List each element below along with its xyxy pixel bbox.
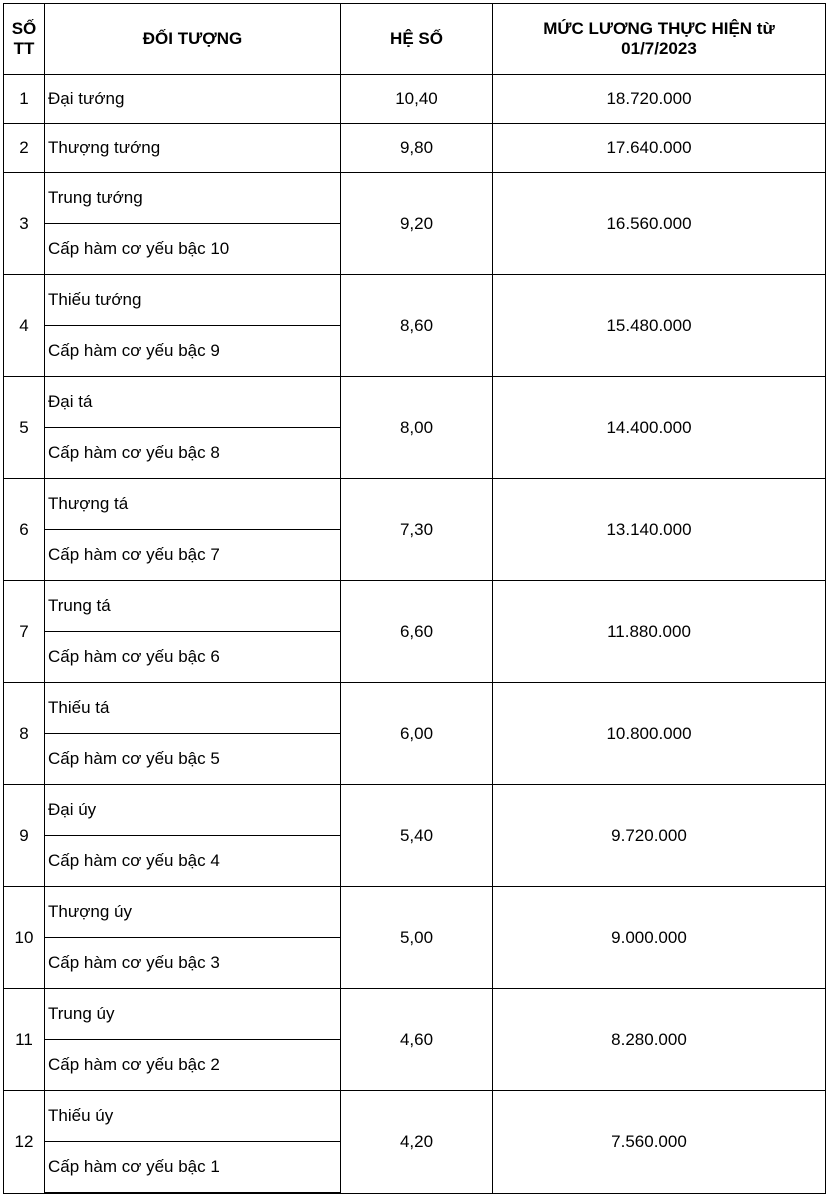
object-cell: Cấp hàm cơ yếu bậc 7 xyxy=(45,530,341,581)
object-cell: Thiếu úy xyxy=(45,1091,341,1142)
salary-cell: 11.880.000 xyxy=(493,581,826,683)
row-number: 9 xyxy=(4,785,45,887)
table-row xyxy=(4,581,826,632)
coefficient-cell: 8,60 xyxy=(341,275,493,377)
row-number: 2 xyxy=(4,124,45,173)
row-number: 3 xyxy=(4,173,45,275)
coefficient-cell: 4,60 xyxy=(341,989,493,1091)
header-salary-line1: MỨC LƯƠNG THỰC HIỆN từ xyxy=(543,19,775,38)
table-body xyxy=(4,75,826,1194)
row-number: 12 xyxy=(4,1091,45,1194)
coefficient-cell: 10,40 xyxy=(341,75,493,124)
header-stt xyxy=(4,4,45,75)
row-number: 5 xyxy=(4,377,45,479)
header-salary-line2: 01/7/2023 xyxy=(621,39,697,58)
object-cell: Trung tá xyxy=(45,581,341,632)
header-coefficient: HỆ SỐ xyxy=(341,4,493,75)
object-cell: Cấp hàm cơ yếu bậc 2 xyxy=(45,1040,341,1091)
object-cell: Đại tá xyxy=(45,377,341,428)
header-stt-line2: TT xyxy=(13,39,35,58)
row-number: 1 xyxy=(4,75,45,124)
coefficient-cell: 9,20 xyxy=(341,173,493,275)
salary-cell: 8.280.000 xyxy=(493,989,826,1091)
object-cell: Cấp hàm cơ yếu bậc 10 xyxy=(45,224,341,275)
row-number: 11 xyxy=(4,989,45,1091)
table-row xyxy=(4,683,826,734)
object-cell: Cấp hàm cơ yếu bậc 4 xyxy=(45,836,341,887)
header-object: ĐỐI TƯỢNG xyxy=(45,4,341,75)
header-stt-line1: SỐ xyxy=(11,19,37,38)
object-cell: Đại úy xyxy=(45,785,341,836)
salary-cell: 14.400.000 xyxy=(493,377,826,479)
table-row xyxy=(4,275,826,326)
salary-cell: 13.140.000 xyxy=(493,479,826,581)
salary-cell: 16.560.000 xyxy=(493,173,826,275)
coefficient-cell: 5,00 xyxy=(341,887,493,989)
row-number: 6 xyxy=(4,479,45,581)
salary-cell: 7.560.000 xyxy=(493,1091,826,1194)
table-row xyxy=(4,887,826,938)
header-row xyxy=(4,4,826,75)
object-cell: Thượng úy xyxy=(45,887,341,938)
coefficient-cell: 7,30 xyxy=(341,479,493,581)
salary-table xyxy=(3,3,826,1194)
row-number: 7 xyxy=(4,581,45,683)
salary-cell: 15.480.000 xyxy=(493,275,826,377)
salary-cell: 9.720.000 xyxy=(493,785,826,887)
coefficient-cell: 5,40 xyxy=(341,785,493,887)
salary-cell: 10.800.000 xyxy=(493,683,826,785)
coefficient-cell: 4,20 xyxy=(341,1091,493,1194)
table-row xyxy=(4,479,826,530)
coefficient-cell: 8,00 xyxy=(341,377,493,479)
object-cell: Cấp hàm cơ yếu bậc 3 xyxy=(45,938,341,989)
table-row xyxy=(4,173,826,224)
object-cell: Thiếu tướng xyxy=(45,275,341,326)
table-row xyxy=(4,989,826,1040)
object-cell: Thượng tướng xyxy=(45,124,341,173)
coefficient-cell: 6,60 xyxy=(341,581,493,683)
header-salary xyxy=(493,4,826,75)
table-row xyxy=(4,785,826,836)
table-row xyxy=(4,377,826,428)
coefficient-cell: 6,00 xyxy=(341,683,493,785)
table-row xyxy=(4,124,826,173)
object-cell: Trung tướng xyxy=(45,173,341,224)
salary-cell: 18.720.000 xyxy=(493,75,826,124)
object-cell: Cấp hàm cơ yếu bậc 1 xyxy=(45,1142,341,1194)
object-cell: Trung úy xyxy=(45,989,341,1040)
salary-cell: 9.000.000 xyxy=(493,887,826,989)
salary-cell: 17.640.000 xyxy=(493,124,826,173)
object-cell: Cấp hàm cơ yếu bậc 5 xyxy=(45,734,341,785)
row-number: 10 xyxy=(4,887,45,989)
table-row xyxy=(4,75,826,124)
object-cell: Thiếu tá xyxy=(45,683,341,734)
object-cell: Cấp hàm cơ yếu bậc 9 xyxy=(45,326,341,377)
row-number: 8 xyxy=(4,683,45,785)
object-cell: Cấp hàm cơ yếu bậc 6 xyxy=(45,632,341,683)
object-cell: Đại tướng xyxy=(45,75,341,124)
object-cell: Cấp hàm cơ yếu bậc 8 xyxy=(45,428,341,479)
table-row xyxy=(4,1091,826,1142)
row-number: 4 xyxy=(4,275,45,377)
coefficient-cell: 9,80 xyxy=(341,124,493,173)
object-cell: Thượng tá xyxy=(45,479,341,530)
